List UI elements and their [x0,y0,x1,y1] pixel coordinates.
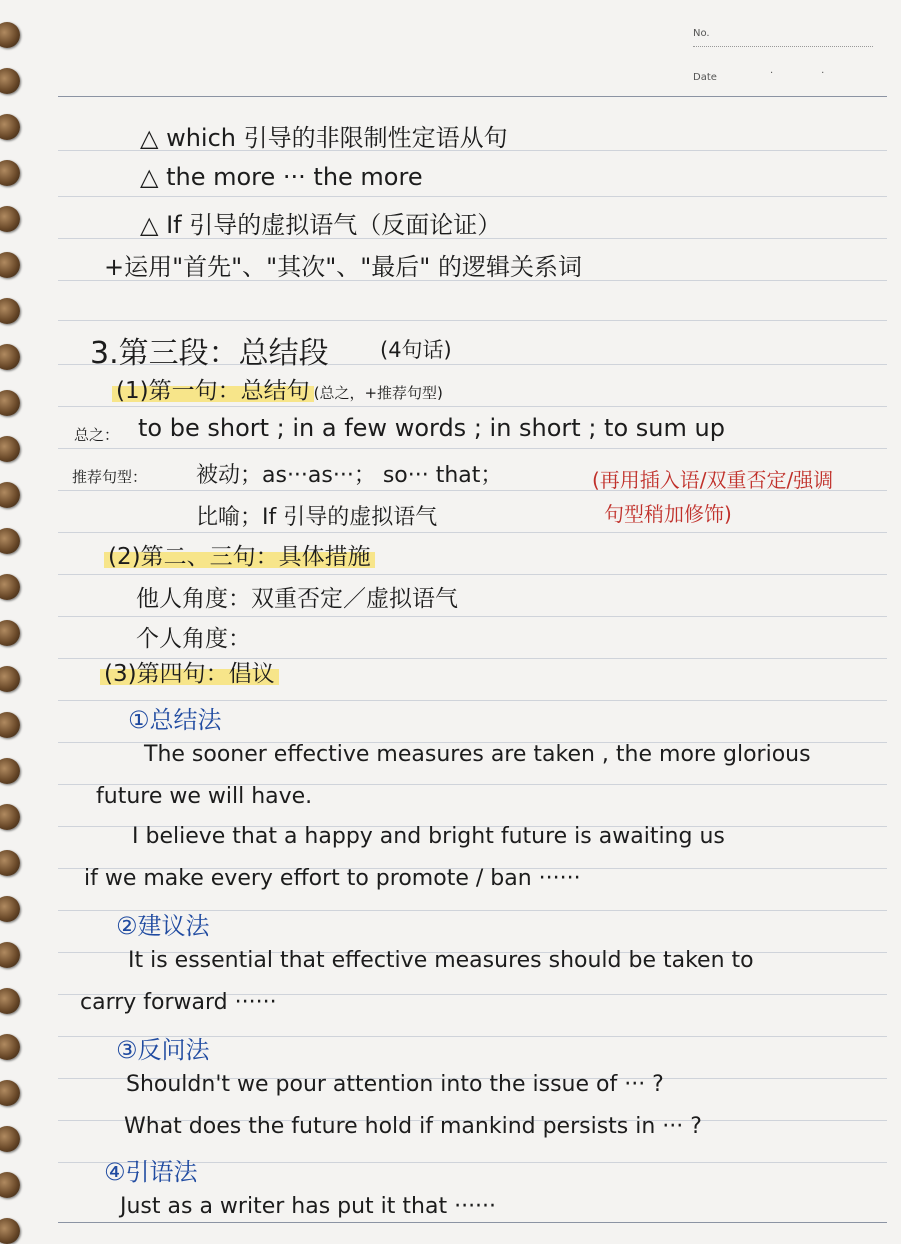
part3-heading-text: (3)第四句：倡议 [100,661,279,687]
method2-label: ②建议法 [116,912,210,940]
ruled-line [58,616,887,617]
ruled-line [58,448,887,449]
spiral-ring [0,620,20,646]
personal-view: 个人角度： [136,626,251,652]
part1-heading [112,372,443,405]
section3-note: (4句话) [380,338,452,362]
spiral-ring [0,206,20,232]
spiral-ring [0,804,20,830]
method4-label: ④引语法 [104,1158,198,1186]
spiral-ring [0,666,20,692]
method2-ex1-line2: carry forward ······ [80,990,277,1015]
method3-ex1: Shouldn't we pour attention into the issue of ··· ? [126,1072,664,1097]
part2-heading [104,538,375,571]
method1-label: ①总结法 [128,706,222,734]
ruled-line [58,406,887,407]
sec2-logic-words: +运用"首先"、"其次"、"最后" 的逻辑关系词 [104,253,582,281]
ruled-line [58,320,887,321]
no-line [693,46,873,47]
header-rule [58,96,887,97]
method1-ex1-line2: future we will have. [96,784,313,809]
spiral-ring [0,68,20,94]
sec2-item-the-more: △ the more ··· the more [140,163,423,191]
no-label: No. [693,28,710,39]
spiral-ring [0,942,20,968]
spiral-ring [0,896,20,922]
date-dots: ·· [770,68,873,79]
part1-heading-note: (总之，+推荐句型) [313,384,443,402]
spiral-ring [0,574,20,600]
spiral-ring [0,1172,20,1198]
pattern-note-line2: 句型稍加修饰) [604,502,732,526]
spiral-ring [0,390,20,416]
pattern-line1: 被动；as···as···； so··· that； [196,463,503,488]
spiral-ring [0,344,20,370]
spiral-ring [0,1034,20,1060]
sec2-item-if: △ If 引导的虚拟语气（反面论证） [140,211,502,239]
pattern-line2: 比喻；If 引导的虚拟语气 [196,505,438,530]
method4-ex1: Just as a writer has put it that ······ [120,1194,497,1219]
part1-heading-text: (1)第一句：总结句 [112,378,314,404]
ruled-line [58,196,887,197]
part2-heading-text: (2)第二、三句：具体措施 [104,544,375,570]
spiral-ring [0,1218,20,1244]
spiral-ring [0,252,20,278]
spiral-ring [0,1080,20,1106]
method2-ex1-line1: It is essential that effective measures should be taken to [128,948,754,973]
footer-rule [58,1222,887,1223]
spiral-ring [0,758,20,784]
part3-heading [100,655,279,688]
spiral-ring [0,1126,20,1152]
summary-phrases: to be short ; in a few words ; in short ; to sum up [138,414,725,442]
ruled-line [58,574,887,575]
method3-label: ③反问法 [116,1036,210,1064]
spiral-ring [0,850,20,876]
pattern-label: 推荐句型： [72,468,148,486]
method1-ex2-line2: if we make every effort to promote / ban ······ [84,866,581,891]
date-label: Date [693,72,717,83]
spiral-ring [0,298,20,324]
others-view: 他人角度：双重否定／虚拟语气 [136,586,458,612]
section3-title: 3.第三段：总结段 [90,336,329,371]
spiral-ring [0,114,20,140]
spiral-ring [0,436,20,462]
spiral-binding [0,0,40,1236]
spiral-ring [0,22,20,48]
sec2-item-which: △ which 引导的非限制性定语从句 [140,124,508,152]
spiral-ring [0,160,20,186]
ruled-line [58,532,887,533]
method1-ex1-line1: The sooner effective measures are taken , the more glorious [144,742,811,767]
pattern-note-line1: (再用插入语/双重否定/强调 [592,468,834,492]
method3-ex2: What does the future hold if mankind persists in ··· ? [124,1114,702,1139]
summary-label: 总之： [74,426,120,444]
spiral-ring [0,988,20,1014]
spiral-ring [0,528,20,554]
spiral-ring [0,712,20,738]
method1-ex2-line1: I believe that a happy and bright future is awaiting us [132,824,725,849]
spiral-ring [0,482,20,508]
